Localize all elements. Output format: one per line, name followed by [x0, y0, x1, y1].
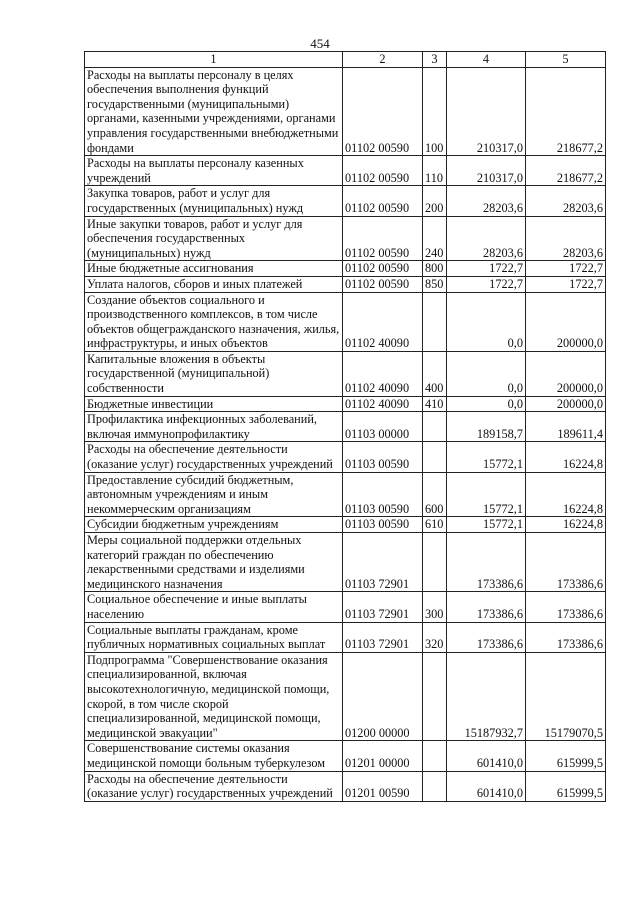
row-type-cell: 610 [423, 517, 447, 533]
row-name-cell: Расходы на выплаты персоналу в целях обеспечения выполнения функций государственными (муниципальными) органами, казенными учреждениями, органами управления государственными внебюджетными фондами [85, 67, 343, 156]
row-value-2023-cell: 210317,0 [447, 67, 526, 156]
row-value-2023-cell: 15187932,7 [447, 652, 526, 741]
column-header: 5 [526, 52, 606, 68]
row-value-2023-cell: 1722,7 [447, 276, 526, 292]
row-value-2023-cell: 0,0 [447, 292, 526, 351]
row-value-2024-cell: 615999,5 [526, 741, 606, 771]
row-type-cell: 110 [423, 156, 447, 186]
table-row [85, 292, 606, 351]
row-value-2024-cell: 28203,6 [526, 186, 606, 216]
row-type-cell: 200 [423, 186, 447, 216]
row-code-cell: 01102 00590 [343, 261, 423, 277]
row-type-cell: 850 [423, 276, 447, 292]
row-type-cell [423, 412, 447, 442]
row-type-cell: 600 [423, 472, 447, 517]
row-name-cell: Подпрограмма "Совершенствование оказания специализированной, включая высокотехнологичную, медицинской помощи, скорой, в том числе скорой специализированной, медицинской помощи, медицинской эвакуации" [85, 652, 343, 741]
table-row [85, 396, 606, 412]
row-value-2024-cell: 1722,7 [526, 276, 606, 292]
row-code-cell: 01102 00590 [343, 67, 423, 156]
row-type-cell [423, 771, 447, 801]
row-code-cell: 01102 40090 [343, 351, 423, 396]
row-value-2023-cell: 28203,6 [447, 186, 526, 216]
row-name-cell: Профилактика инфекционных заболеваний, включая иммунопрофилактику [85, 412, 343, 442]
row-name-cell: Совершенствование системы оказания медицинской помощи больным туберкулезом [85, 741, 343, 771]
row-value-2024-cell: 173386,6 [526, 592, 606, 622]
row-code-cell: 01103 00590 [343, 442, 423, 472]
row-value-2023-cell: 15772,1 [447, 472, 526, 517]
column-header: 2 [343, 52, 423, 68]
row-type-cell [423, 533, 447, 592]
row-value-2023-cell: 210317,0 [447, 156, 526, 186]
row-code-cell: 01102 40090 [343, 292, 423, 351]
row-type-cell: 410 [423, 396, 447, 412]
table-row [85, 156, 606, 186]
row-code-cell: 01201 00000 [343, 741, 423, 771]
row-name-cell: Предоставление субсидий бюджетным, автономным учреждениям и иным некоммерческим организациям [85, 472, 343, 517]
table-row [85, 186, 606, 216]
row-value-2024-cell: 189611,4 [526, 412, 606, 442]
row-value-2024-cell: 28203,6 [526, 216, 606, 261]
row-code-cell: 01103 72901 [343, 533, 423, 592]
row-type-cell: 800 [423, 261, 447, 277]
table-row [85, 67, 606, 156]
row-value-2023-cell: 601410,0 [447, 741, 526, 771]
row-name-cell: Субсидии бюджетным учреждениям [85, 517, 343, 533]
table-row [85, 622, 606, 652]
row-type-cell [423, 741, 447, 771]
row-value-2023-cell: 173386,6 [447, 592, 526, 622]
column-header: 4 [447, 52, 526, 68]
row-value-2023-cell: 173386,6 [447, 533, 526, 592]
row-name-cell: Закупка товаров, работ и услуг для государственных (муниципальных) нужд [85, 186, 343, 216]
row-value-2024-cell: 16224,8 [526, 472, 606, 517]
row-name-cell: Расходы на выплаты персоналу казенных учреждений [85, 156, 343, 186]
row-value-2024-cell: 173386,6 [526, 622, 606, 652]
row-value-2024-cell: 16224,8 [526, 517, 606, 533]
row-type-cell: 100 [423, 67, 447, 156]
row-name-cell: Социальное обеспечение и иные выплаты населению [85, 592, 343, 622]
row-name-cell: Создание объектов социального и производственного комплексов, в том числе объектов общегражданского назначения, жилья, инфраструктуры, и иных объектов [85, 292, 343, 351]
row-value-2023-cell: 601410,0 [447, 771, 526, 801]
row-type-cell: 320 [423, 622, 447, 652]
table-row [85, 652, 606, 741]
row-code-cell: 01201 00590 [343, 771, 423, 801]
row-code-cell: 01103 00000 [343, 412, 423, 442]
budget-table [84, 51, 606, 802]
row-name-cell: Иные бюджетные ассигнования [85, 261, 343, 277]
table-row [85, 771, 606, 801]
row-code-cell: 01102 40090 [343, 396, 423, 412]
row-value-2024-cell: 15179070,5 [526, 652, 606, 741]
row-code-cell: 01102 00590 [343, 276, 423, 292]
row-value-2023-cell: 189158,7 [447, 412, 526, 442]
table-row [85, 351, 606, 396]
row-code-cell: 01103 72901 [343, 622, 423, 652]
row-name-cell: Иные закупки товаров, работ и услуг для обеспечения государственных (муниципальных) нужд [85, 216, 343, 261]
table-row [85, 412, 606, 442]
row-type-cell [423, 292, 447, 351]
row-value-2024-cell: 200000,0 [526, 351, 606, 396]
row-code-cell: 01103 00590 [343, 472, 423, 517]
row-code-cell: 01102 00590 [343, 156, 423, 186]
page-number: 454 [310, 36, 330, 51]
row-type-cell: 300 [423, 592, 447, 622]
row-value-2024-cell: 218677,2 [526, 156, 606, 186]
table-row [85, 216, 606, 261]
table-row [85, 261, 606, 277]
row-value-2023-cell: 28203,6 [447, 216, 526, 261]
table-row [85, 517, 606, 533]
row-value-2024-cell: 1722,7 [526, 261, 606, 277]
row-name-cell: Расходы на обеспечение деятельности (оказание услуг) государственных учреждений [85, 442, 343, 472]
row-code-cell: 01102 00590 [343, 216, 423, 261]
column-header: 1 [85, 52, 343, 68]
row-name-cell: Социальные выплаты гражданам, кроме публичных нормативных социальных выплат [85, 622, 343, 652]
row-name-cell: Бюджетные инвестиции [85, 396, 343, 412]
row-value-2023-cell: 1722,7 [447, 261, 526, 277]
table-row [85, 472, 606, 517]
row-type-cell: 400 [423, 351, 447, 396]
row-code-cell: 01102 00590 [343, 186, 423, 216]
row-name-cell: Капитальные вложения в объекты государственной (муниципальной) собственности [85, 351, 343, 396]
row-value-2024-cell: 615999,5 [526, 771, 606, 801]
table-row [85, 276, 606, 292]
row-value-2023-cell: 0,0 [447, 351, 526, 396]
row-value-2023-cell: 15772,1 [447, 517, 526, 533]
table-row [85, 741, 606, 771]
row-name-cell: Расходы на обеспечение деятельности (оказание услуг) государственных учреждений [85, 771, 343, 801]
row-value-2024-cell: 200000,0 [526, 396, 606, 412]
row-name-cell: Меры социальной поддержки отдельных категорий граждан по обеспечению лекарственными средствами и изделиями медицинского назначения [85, 533, 343, 592]
table-row [85, 442, 606, 472]
row-name-cell: Уплата налогов, сборов и иных платежей [85, 276, 343, 292]
row-value-2024-cell: 200000,0 [526, 292, 606, 351]
row-code-cell: 01200 00000 [343, 652, 423, 741]
table-row [85, 533, 606, 592]
row-value-2023-cell: 173386,6 [447, 622, 526, 652]
table-row [85, 592, 606, 622]
row-value-2024-cell: 16224,8 [526, 442, 606, 472]
header-row [85, 52, 606, 68]
row-code-cell: 01103 72901 [343, 592, 423, 622]
row-value-2024-cell: 218677,2 [526, 67, 606, 156]
column-header: 3 [423, 52, 447, 68]
row-value-2023-cell: 0,0 [447, 396, 526, 412]
row-type-cell: 240 [423, 216, 447, 261]
row-code-cell: 01103 00590 [343, 517, 423, 533]
row-type-cell [423, 652, 447, 741]
row-type-cell [423, 442, 447, 472]
row-value-2023-cell: 15772,1 [447, 442, 526, 472]
row-value-2024-cell: 173386,6 [526, 533, 606, 592]
